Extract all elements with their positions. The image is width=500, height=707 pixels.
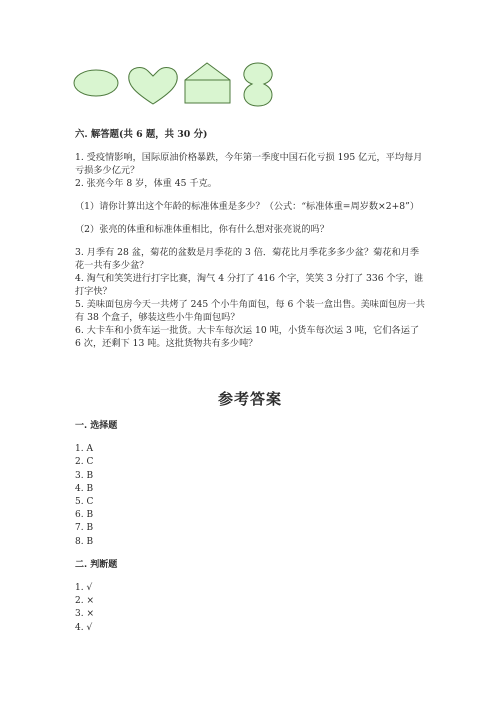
question-4: 4. 淘气和笑笑进行打字比赛，淘气 4 分打了 416 个字，笑笑 3 分打了 336 个字，谁打字快？ <box>75 273 424 297</box>
choice-section-title: 一. 选择题 <box>75 421 118 431</box>
question-2-part-1: （1）请你计算出这个年龄的标准体重是多少？（公式：“标准体重=周岁数×2+8”） <box>75 201 420 212</box>
question-2: 2. 张亮今年 8 岁，体重 45 千克。 <box>75 178 217 189</box>
list-item: 1. A <box>75 444 93 455</box>
list-item: 5. C <box>75 497 94 508</box>
question-3: 3. 月季有 28 盆，菊花的盆数是月季花的 3 倍．菊花比月季花多多少盆？菊花和月季花一共有多少盆？ <box>75 247 420 271</box>
section-title: 六. 解答题(共 6 题，共 30 分) <box>75 129 208 140</box>
list-item: 4. √ <box>75 622 93 633</box>
choice-answer-list <box>75 443 425 549</box>
list-item: 3. B <box>75 470 94 481</box>
answer-key-title: 参考答案 <box>217 390 282 408</box>
solve-questions-section <box>75 128 425 350</box>
list-item: 8. B <box>75 536 94 547</box>
judge-answer-list <box>75 582 425 635</box>
list-item: 2. × <box>75 596 94 607</box>
heart-shape <box>129 68 178 104</box>
oval-shape <box>74 70 118 96</box>
list-item: 6. B <box>75 510 94 521</box>
question-2-part-2: （2）张亮的体重和标准体重相比，你有什么想对张亮说的吗？ <box>75 224 329 235</box>
figure-row <box>72 60 282 110</box>
list-item: 7. B <box>75 523 94 534</box>
judge-section-title: 二. 判断题 <box>75 559 118 570</box>
house-pentagon-shape <box>185 63 230 103</box>
question-5: 5. 美味面包房今天一共烤了 245 个小牛角面包，每 6 个装一盒出售。美味面包房一共有 38 个盒子，够装这些小牛角面包吗？ <box>75 299 425 323</box>
list-item: 1. √ <box>75 583 93 594</box>
answer-key <box>75 420 425 635</box>
figure-eight-shape <box>244 63 272 106</box>
list-item: 3. × <box>75 609 94 620</box>
question-6: 6. 大卡车和小货车运一批货。大卡车每次运 10 吨，小货车每次运 3 吨，它们各运了 6 次，还剩下 13 吨。这批货物共有多少吨？ <box>75 325 420 349</box>
list-item: 2. C <box>75 457 94 468</box>
question-1: 1. 受疫情影响，国际原油价格暴跌，今年第一季度中国石化亏损 195 亿元，平均每月亏损多少亿元？ <box>75 152 423 176</box>
list-item: 4. B <box>75 483 94 494</box>
